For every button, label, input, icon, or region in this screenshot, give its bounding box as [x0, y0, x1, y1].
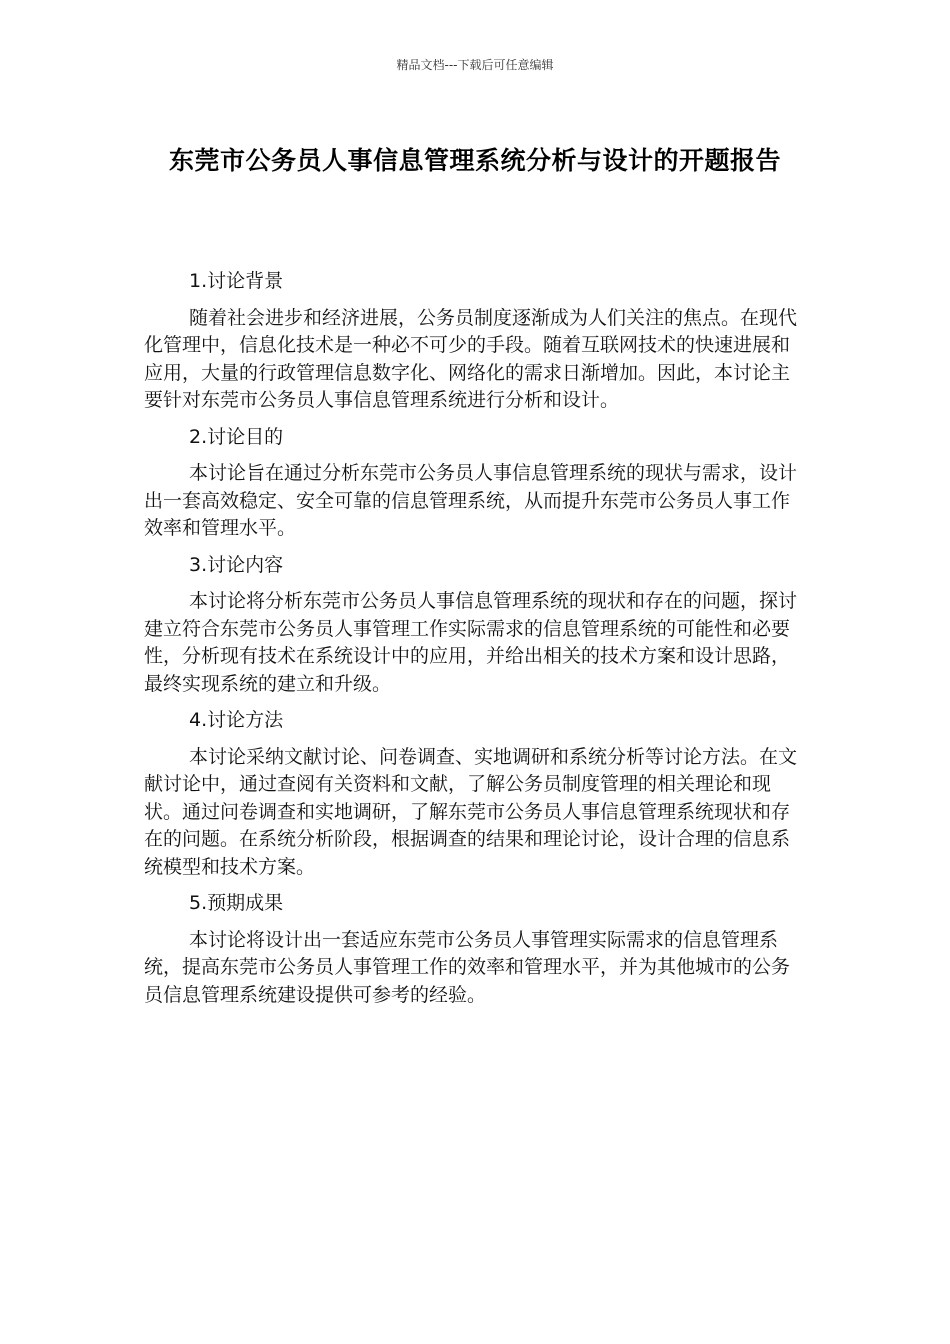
section-paragraph: 本讨论将分析东莞市公务员人事信息管理系统的现状和存在的问题，探讨建立符合东莞市公务员人事管理工作实际需求的信息管理系统的可能性和必要性，分析现有技术在系统设计中的应用，并给出相关的技术方案和设计思路，最终实现系统的建立和升级。 — [144, 590, 798, 695]
section-purpose — [144, 424, 806, 543]
page-header: 精品文档---下载后可任意编辑 — [396, 58, 554, 72]
section-heading: 4.讨论方法 — [189, 709, 284, 731]
section-heading: 3.讨论内容 — [189, 553, 284, 576]
section-heading: 5.预期成果 — [189, 892, 284, 914]
section-expected-results — [144, 890, 806, 1009]
section-heading: 2.讨论目的 — [189, 425, 284, 448]
document-body — [144, 268, 806, 1018]
section-heading: 1.讨论背景 — [189, 270, 284, 292]
section-paragraph: 随着社会进步和经济进展，公务员制度逐渐成为人们关注的焦点。在现代化管理中，信息化技术是一种必不可少的手段。随着互联网技术的快速进展和应用，大量的行政管理信息数字化、网络化的需求日渐增加。因此，本讨论主要针对东莞市公务员人事信息管理系统进行分析和设计。 — [144, 306, 798, 411]
section-paragraph: 本讨论旨在通过分析东莞市公务员人事信息管理系统的现状与需求，设计出一套高效稳定、安全可靠的信息管理系统，从而提升东莞市公务员人事工作效率和管理水平。 — [144, 462, 798, 539]
section-method — [144, 707, 806, 881]
section-paragraph: 本讨论将设计出一套适应东莞市公务员人事管理实际需求的信息管理系统，提高东莞市公务员人事管理工作的效率和管理水平，并为其他城市的公务员信息管理系统建设提供可参考的经验。 — [144, 928, 791, 1006]
document-title: 东莞市公务员人事信息管理系统分析与设计的开题报告 — [168, 146, 781, 175]
section-content — [144, 552, 806, 699]
section-background — [144, 268, 806, 415]
section-paragraph: 本讨论采纳文献讨论、问卷调查、实地调研和系统分析等讨论方法。在文献讨论中，通过查阅有关资料和文献，了解公务员制度管理的相关理论和现状。通过问卷调查和实地调研，了解东莞市公务员人事信息管理系统现状和存在的问题。在系统分析阶段，根据调查的结果和理论讨论，设计合理的信息系统模型和技术方案。 — [144, 745, 798, 878]
